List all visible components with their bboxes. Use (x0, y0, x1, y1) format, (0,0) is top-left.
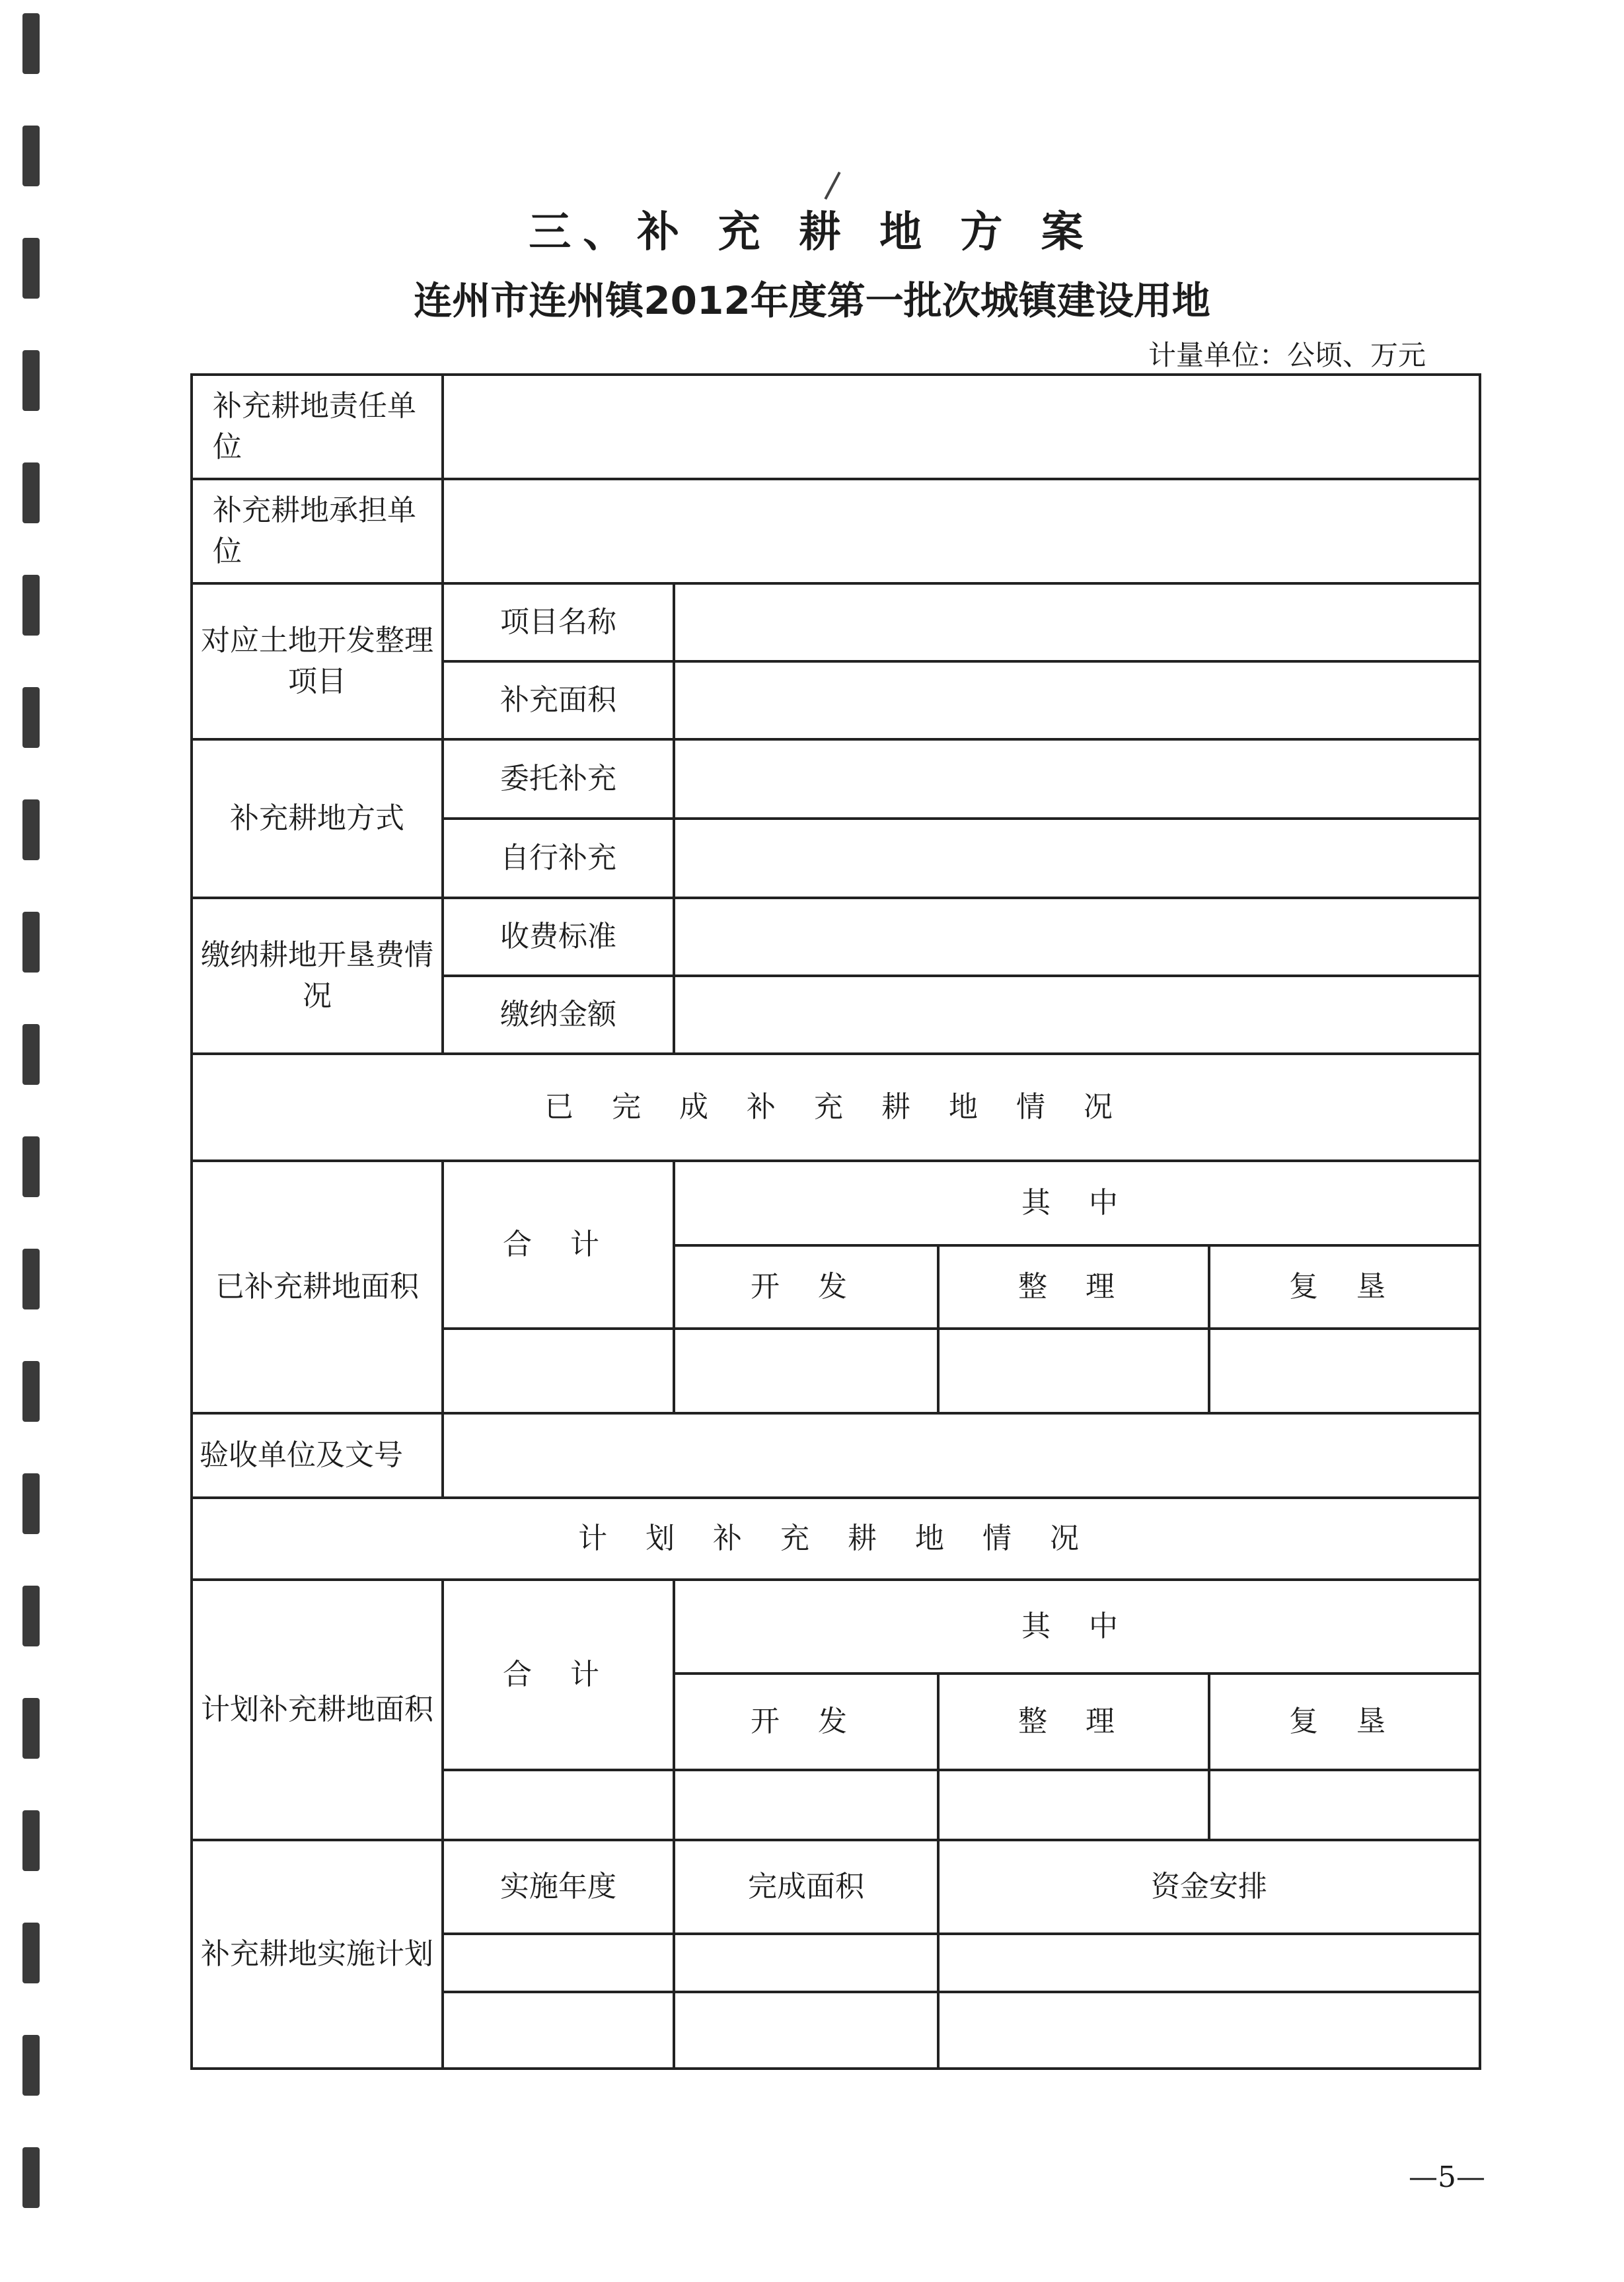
binding-mark (22, 1249, 40, 1309)
binding-mark (22, 1024, 40, 1085)
value-planned-total[interactable] (443, 1770, 674, 1840)
row-implementation-header (192, 1840, 1480, 1934)
header-completed-develop: 开 发 (674, 1245, 938, 1329)
row-fee-standard (192, 898, 1480, 976)
label-entrusted: 委托补充 (443, 739, 674, 819)
section-planned-title: 计 划 补 充 耕 地 情 况 (192, 1498, 1480, 1580)
section-completed-title: 已 完 成 补 充 耕 地 情 况 (192, 1054, 1480, 1161)
page-subtitle: 连州市连州镇2012年度第一批次城镇建设用地 (414, 278, 1210, 323)
header-planned-consolidate: 整 理 (938, 1674, 1209, 1770)
page-title: 三、补 充 耕 地 方 案 (529, 208, 1095, 257)
value-supplement-area[interactable] (674, 661, 1480, 739)
value-fee-standard[interactable] (674, 898, 1480, 976)
header-planned-total: 合 计 (443, 1580, 674, 1770)
binding-mark (22, 462, 40, 523)
label-acceptance: 验收单位及文号 (192, 1413, 443, 1498)
label-completed-area: 已补充耕地面积 (192, 1161, 443, 1413)
supplement-form (190, 373, 1479, 2070)
binding-mark (22, 912, 40, 973)
form-table (190, 373, 1481, 2070)
binding-mark (22, 350, 40, 411)
binding-mark (22, 1923, 40, 1983)
binding-mark (22, 1136, 40, 1197)
value-implementation-area[interactable] (674, 1992, 938, 2069)
binding-mark (22, 1698, 40, 1759)
binding-mark (22, 1586, 40, 1646)
value-entrusted[interactable] (674, 739, 1480, 819)
header-completed-consolidate: 整 理 (938, 1245, 1209, 1329)
value-responsible-unit[interactable] (443, 375, 1480, 479)
header-completed-of-which: 其 中 (674, 1161, 1480, 1245)
label-land-project: 对应土地开发整理项目 (192, 583, 443, 739)
value-implementation-year[interactable] (443, 1934, 674, 1992)
header-completed-total: 合 计 (443, 1161, 674, 1329)
binding-mark (22, 13, 40, 74)
row-completed-title (192, 1054, 1480, 1161)
header-planned-of-which: 其 中 (674, 1580, 1480, 1674)
binding-mark (22, 575, 40, 636)
header-planned-develop: 开 发 (674, 1674, 938, 1770)
value-implementation-year[interactable] (443, 1992, 674, 2069)
header-implementation-funding: 资金安排 (938, 1840, 1480, 1934)
binding-mark (22, 1473, 40, 1534)
binding-mark (22, 799, 40, 860)
binding-mark (22, 126, 40, 186)
label-fee-amount: 缴纳金额 (443, 976, 674, 1054)
value-undertaking-unit[interactable] (443, 479, 1480, 583)
label-self: 自行补充 (443, 819, 674, 898)
value-planned-consolidate[interactable] (938, 1770, 1209, 1840)
label-planned-area: 计划补充耕地面积 (192, 1580, 443, 1840)
value-planned-develop[interactable] (674, 1770, 938, 1840)
page-number: —5— (1409, 2160, 1485, 2194)
binding-mark (22, 1361, 40, 1422)
binding-mark (22, 2147, 40, 2208)
value-completed-develop[interactable] (674, 1329, 938, 1413)
row-project-name (192, 583, 1480, 661)
header-completed-reclaim: 复 垦 (1209, 1245, 1480, 1329)
unit-note: 计量单位：公顷、万元 (1148, 339, 1426, 371)
value-implementation-area[interactable] (674, 1934, 938, 1992)
row-entrusted (192, 739, 1480, 819)
value-self[interactable] (674, 819, 1480, 898)
value-completed-total[interactable] (443, 1329, 674, 1413)
value-planned-reclaim[interactable] (1209, 1770, 1480, 1840)
value-acceptance[interactable] (443, 1413, 1480, 1498)
binding-mark (22, 2035, 40, 2096)
value-fee-amount[interactable] (674, 976, 1480, 1054)
binding-mark (22, 687, 40, 748)
value-project-name[interactable] (674, 583, 1480, 661)
value-implementation-funding[interactable] (938, 1992, 1480, 2069)
pen-tick-mark (824, 172, 840, 200)
label-fee-status: 缴纳耕地开垦费情况 (192, 898, 443, 1054)
label-supplement-method: 补充耕地方式 (192, 739, 443, 898)
label-fee-standard: 收费标准 (443, 898, 674, 976)
row-planned-header1 (192, 1580, 1480, 1674)
row-completed-header1 (192, 1161, 1480, 1245)
value-completed-reclaim[interactable] (1209, 1329, 1480, 1413)
label-project-name: 项目名称 (443, 583, 674, 661)
header-planned-reclaim: 复 垦 (1209, 1674, 1480, 1770)
label-implementation: 补充耕地实施计划 (192, 1840, 443, 2069)
value-implementation-funding[interactable] (938, 1934, 1480, 1992)
header-implementation-area: 完成面积 (674, 1840, 938, 1934)
value-completed-consolidate[interactable] (938, 1329, 1209, 1413)
label-undertaking-unit: 补充耕地承担单位 (192, 479, 443, 583)
row-undertaking-unit (192, 479, 1480, 583)
row-acceptance (192, 1413, 1480, 1498)
row-planned-title (192, 1498, 1480, 1580)
label-responsible-unit: 补充耕地责任单位 (192, 375, 443, 479)
row-responsible-unit (192, 375, 1480, 479)
label-supplement-area: 补充面积 (443, 661, 674, 739)
header-implementation-year: 实施年度 (443, 1840, 674, 1934)
binding-mark (22, 1810, 40, 1871)
